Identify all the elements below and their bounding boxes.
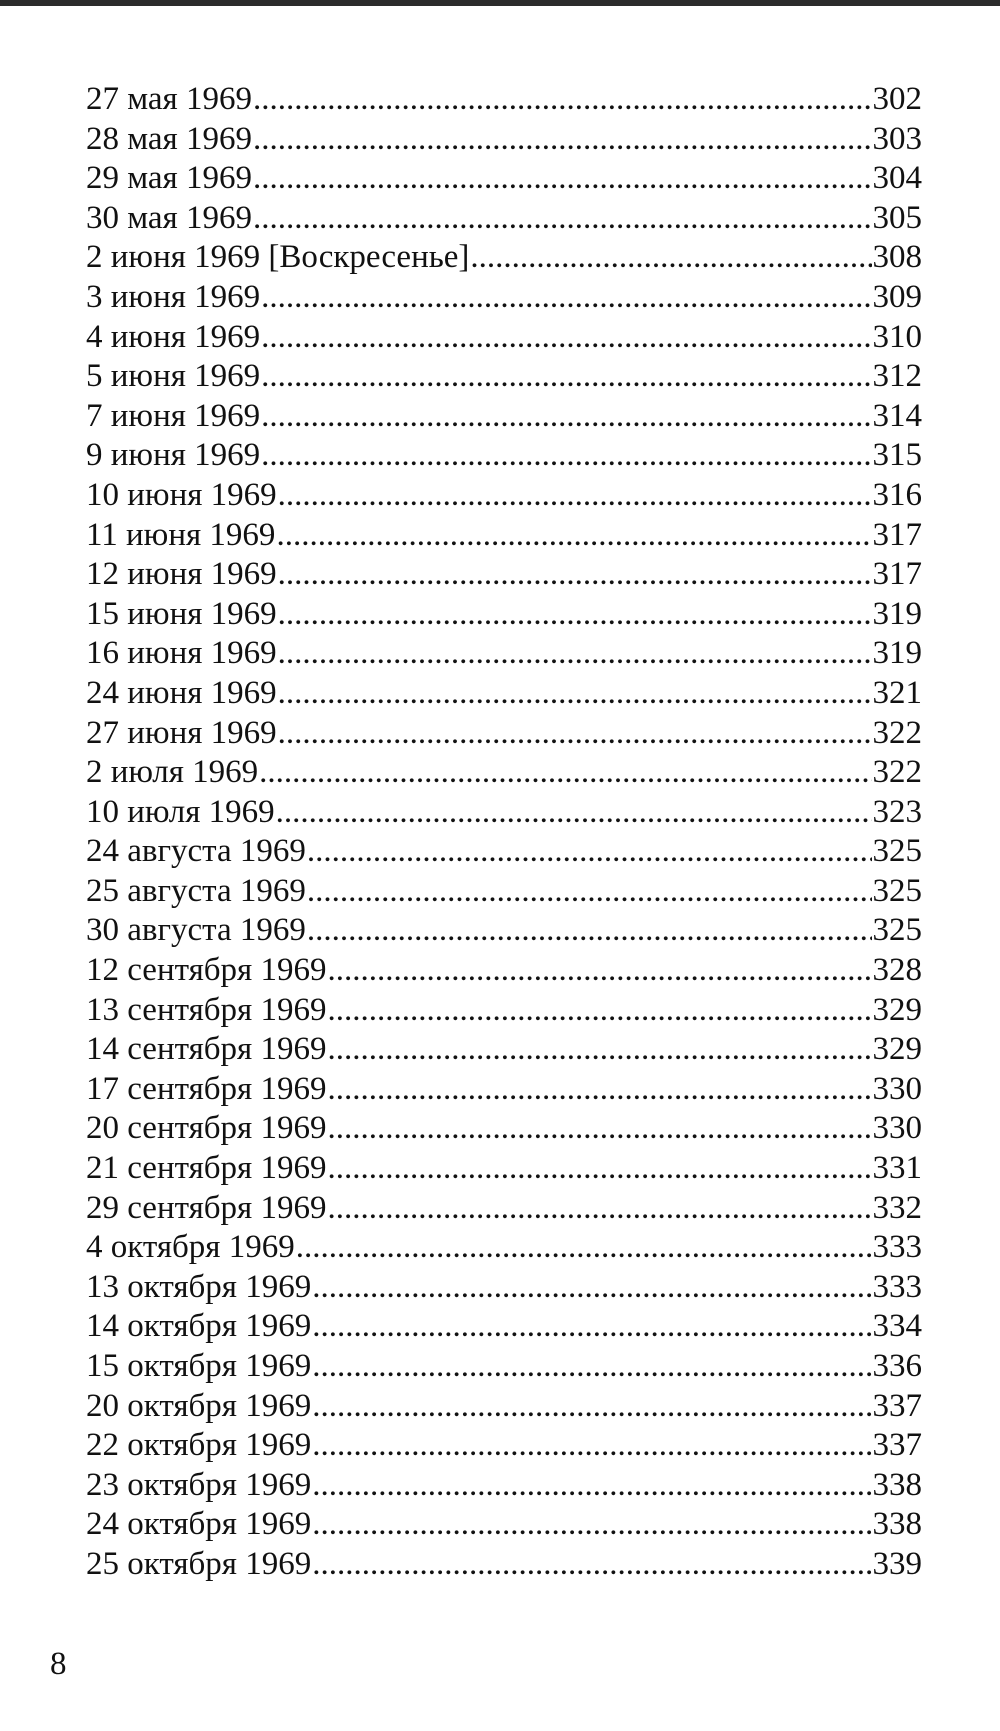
toc-entry[interactable] [86,1426,922,1466]
toc-entry-title: 9 июня 1969 [86,437,261,474]
toc-entry-page: 338 [872,1506,922,1543]
toc-entry-title: 27 мая 1969 [86,81,252,117]
dot-leader [312,1347,871,1387]
toc-entry[interactable] [86,1268,922,1308]
dot-leader [328,1109,872,1149]
toc-entry-title: 30 мая 1969 [86,199,252,236]
toc-entry-page: 310 [872,318,922,355]
toc-entry[interactable] [86,1387,922,1427]
toc-entry-page: 331 [872,1150,922,1187]
toc-entry[interactable] [86,199,922,239]
dot-leader [253,199,872,239]
toc-entry[interactable] [86,357,922,397]
dot-leader [328,991,872,1031]
dot-leader [312,1466,871,1506]
toc-entry-page: 325 [872,912,922,949]
toc-entry[interactable] [86,634,922,674]
dot-leader [278,595,872,635]
toc-entry-page: 314 [872,397,922,434]
dot-leader [296,1228,872,1268]
toc-entry[interactable] [86,911,922,951]
toc-entry-page: 308 [872,239,922,276]
dot-leader [259,753,871,793]
toc-entry-title: 13 октября 1969 [86,1268,312,1305]
toc-entry-title: 2 июня 1969 [Воскресенье] [86,239,470,276]
toc-entry[interactable] [86,1307,922,1347]
toc-entry[interactable] [86,238,922,278]
toc-entry-page: 333 [872,1268,922,1305]
dot-leader [312,1426,871,1466]
toc-entry-page: 303 [872,120,922,157]
toc-entry-page: 325 [872,872,922,909]
toc-entry[interactable] [86,1505,922,1545]
toc-entry-title: 21 сентября 1969 [86,1150,327,1187]
toc-entry-title: 15 октября 1969 [86,1348,312,1384]
dot-leader [307,832,872,872]
toc-entry-title: 24 октября 1969 [86,1506,312,1543]
dot-leader [278,674,872,714]
toc-entry[interactable] [86,436,922,476]
toc-entry[interactable] [86,595,922,635]
toc-entry[interactable] [86,278,922,318]
toc-entry[interactable] [86,793,922,833]
toc-entry-title: 28 мая 1969 [86,120,252,157]
toc-entry-title: 29 мая 1969 [86,160,252,197]
toc-entry-page: 304 [872,160,922,197]
toc-entry-page: 330 [872,1110,922,1147]
dot-leader [312,1545,871,1585]
toc-entry-title: 11 июня 1969 [86,516,276,553]
dot-leader [307,911,872,951]
toc-entry[interactable] [86,1347,922,1387]
toc-entry-page: 329 [872,1031,922,1068]
toc-entry-page: 315 [872,437,922,474]
dot-leader [278,555,872,595]
toc-entry-page: 317 [872,556,922,593]
toc-entry[interactable] [86,872,922,912]
toc-entry-title: 4 июня 1969 [86,318,261,355]
dot-leader [328,951,872,991]
dot-leader [261,318,871,358]
dot-leader [470,238,871,278]
toc-entry-page: 321 [872,674,922,711]
dot-leader [278,714,872,754]
toc-entry-title: 24 августа 1969 [86,833,306,870]
toc-entry-title: 24 июня 1969 [86,674,277,711]
toc-entry[interactable] [86,714,922,754]
toc-entry-title: 15 июня 1969 [86,595,277,632]
toc-entry[interactable] [86,1545,922,1585]
dot-leader [278,476,872,516]
toc-entry-page: 332 [872,1189,922,1226]
dot-leader [276,793,872,833]
toc-entry-title: 25 октября 1969 [86,1545,312,1582]
toc-entry-title: 16 июня 1969 [86,635,277,672]
toc-entry-title: 12 июня 1969 [86,556,277,593]
toc-entry-page: 330 [872,1070,922,1107]
toc-entry[interactable] [86,951,922,991]
toc-entry-page: 333 [872,1229,922,1266]
toc-entry-page: 317 [872,516,922,553]
toc-entry[interactable] [86,1189,922,1229]
toc-entry[interactable] [86,1030,922,1070]
table-of-contents [86,80,922,1585]
toc-entry-page: 319 [872,635,922,672]
toc-entry-page: 305 [872,199,922,236]
toc-entry-page: 322 [872,714,922,751]
toc-entry-title: 10 июля 1969 [86,793,275,830]
toc-entry[interactable] [86,1109,922,1149]
toc-entry-page: 309 [872,278,922,315]
toc-entry-page: 339 [872,1545,922,1582]
dot-leader [253,80,872,120]
toc-entry[interactable] [86,832,922,872]
toc-entry-title: 2 июля 1969 [86,754,259,791]
toc-entry-title: 27 июня 1969 [86,714,277,751]
toc-entry-title: 14 сентября 1969 [86,1031,327,1068]
toc-entry[interactable] [86,159,922,199]
toc-entry-title: 5 июня 1969 [86,358,261,395]
toc-entry-page: 316 [872,476,922,513]
dot-leader [307,872,872,912]
toc-entry-title: 10 июня 1969 [86,476,277,513]
toc-entry[interactable] [86,120,922,160]
dot-leader [261,357,871,397]
dot-leader [328,1189,872,1229]
toc-entry[interactable] [86,991,922,1031]
toc-entry[interactable] [86,1070,922,1110]
toc-entry[interactable] [86,397,922,437]
dot-leader [312,1268,871,1308]
top-rule [0,0,1000,6]
toc-entry-page: 329 [872,991,922,1028]
toc-entry-title: 7 июня 1969 [86,397,261,434]
toc-entry[interactable] [86,555,922,595]
toc-entry-page: 337 [872,1387,922,1424]
page-number: 8 [50,1646,67,1682]
toc-entry-page: 319 [872,595,922,632]
toc-entry-title: 13 сентября 1969 [86,991,327,1028]
toc-entry-title: 4 октября 1969 [86,1229,295,1266]
toc-entry-page: 325 [872,833,922,870]
dot-leader [328,1030,872,1070]
toc-entry[interactable] [86,753,922,793]
toc-entry[interactable] [86,1149,922,1189]
toc-entry-page: 337 [872,1427,922,1464]
toc-entry-title: 14 октября 1969 [86,1308,312,1345]
toc-entry-title: 17 сентября 1969 [86,1070,327,1107]
dot-leader [328,1070,872,1110]
toc-entry[interactable] [86,674,922,714]
dot-leader [312,1505,871,1545]
toc-entry[interactable] [86,318,922,358]
dot-leader [261,278,871,318]
dot-leader [261,436,871,476]
toc-entry-page: 338 [872,1466,922,1503]
toc-entry[interactable] [86,80,922,120]
toc-entry-page: 312 [872,358,922,395]
toc-entry-page: 323 [872,793,922,830]
toc-entry-title: 30 августа 1969 [86,912,306,949]
toc-entry-title: 20 сентября 1969 [86,1110,327,1147]
toc-entry-title: 12 сентября 1969 [86,952,327,989]
dot-leader [278,634,872,674]
dot-leader [253,159,872,199]
dot-leader [328,1149,872,1189]
dot-leader [312,1387,871,1427]
dot-leader [253,120,872,160]
toc-entry-title: 20 октября 1969 [86,1387,312,1424]
toc-entry[interactable] [86,516,922,556]
toc-entry-title: 25 августа 1969 [86,872,306,909]
dot-leader [261,397,871,437]
toc-entry-page: 336 [872,1348,922,1384]
toc-entry-page: 328 [872,952,922,989]
toc-entry[interactable] [86,1466,922,1506]
dot-leader [312,1307,871,1347]
toc-entry-title: 22 октября 1969 [86,1427,312,1464]
toc-entry-title: 29 сентября 1969 [86,1189,327,1226]
toc-entry-page: 322 [872,754,922,791]
toc-entry-title: 3 июня 1969 [86,278,261,315]
toc-entry-page: 302 [872,81,922,117]
toc-entry-page: 334 [872,1308,922,1345]
toc-entry[interactable] [86,476,922,516]
dot-leader [276,516,871,556]
toc-entry[interactable] [86,1228,922,1268]
toc-entry-title: 23 октября 1969 [86,1466,312,1503]
